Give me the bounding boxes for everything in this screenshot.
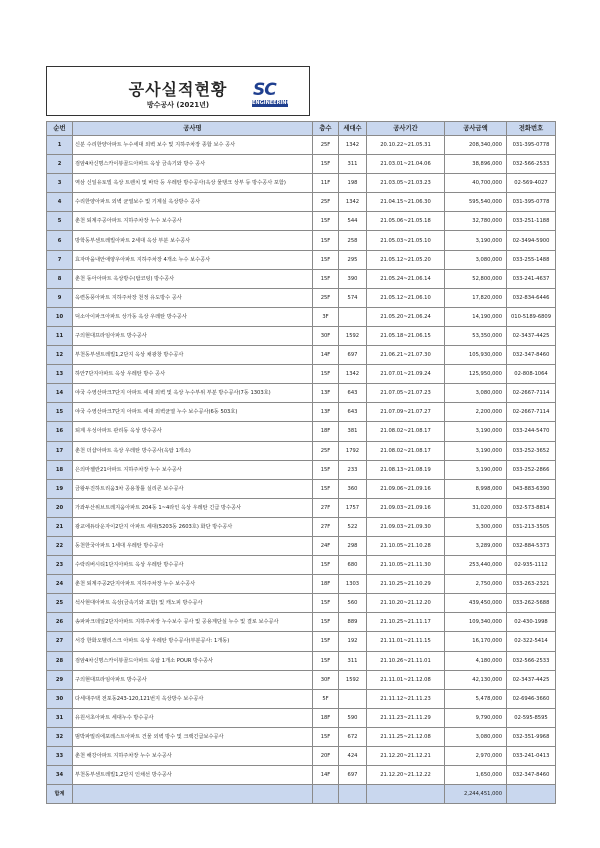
unit-count: 889 — [339, 613, 367, 632]
project-amount: 109,340,000 — [445, 613, 507, 632]
project-period: 21.09.03~21.09.30 — [367, 517, 445, 536]
project-period: 21.11.12~21.11.23 — [367, 689, 445, 708]
total-empty — [339, 785, 367, 804]
project-period: 21.06.21~21.07.30 — [367, 346, 445, 365]
project-amount: 40,700,000 — [445, 174, 507, 193]
table-row — [47, 460, 556, 479]
phone-number: 032-834-6446 — [507, 288, 556, 307]
row-number: 21 — [47, 517, 73, 536]
unit-count: 311 — [339, 651, 367, 670]
row-number: 29 — [47, 670, 73, 689]
table-row — [47, 136, 556, 155]
project-period: 21.04.15~21.06.30 — [367, 193, 445, 212]
row-number: 9 — [47, 288, 73, 307]
floor-count: 18F — [313, 422, 339, 441]
project-name: 검암4차신명스카이뷰골드아파트 옥탑 1개소 POUR 방수공사 — [73, 651, 313, 670]
row-number: 5 — [47, 212, 73, 231]
phone-number: 043-883-6390 — [507, 479, 556, 498]
col-header-no: 순번 — [47, 122, 73, 136]
project-amount: 125,950,000 — [445, 365, 507, 384]
phone-number: 032-566-2533 — [507, 155, 556, 174]
project-name: 덕소아이파크아파트 상가동 옥상 우레탄 방수공사 — [73, 307, 313, 326]
table-row — [47, 727, 556, 746]
project-period: 21.10.26~21.11.01 — [367, 651, 445, 670]
floor-count: 30F — [313, 670, 339, 689]
phone-number: 033-241-0413 — [507, 747, 556, 766]
phone-number: 031-395-0778 — [507, 136, 556, 155]
phone-number: 02-3494-5900 — [507, 231, 556, 250]
project-name: 춘천 해강아파트 지하주차장 누수 보수공사 — [73, 747, 313, 766]
row-number: 19 — [47, 479, 73, 498]
unit-count: 1342 — [339, 193, 367, 212]
table-row — [47, 269, 556, 288]
floor-count: 15F — [313, 613, 339, 632]
table-row — [47, 708, 556, 727]
row-number: 25 — [47, 594, 73, 613]
project-amount: 2,750,000 — [445, 575, 507, 594]
project-name: 가좌두산위브트레지움아파트 204동 1~4라인 옥상 우레탄 긴급 방수공사 — [73, 498, 313, 517]
total-row — [47, 785, 556, 804]
project-period: 21.09.03~21.09.16 — [367, 498, 445, 517]
project-period: 21.03.05~21.03.23 — [367, 174, 445, 193]
total-empty — [313, 785, 339, 804]
floor-count: 5F — [313, 689, 339, 708]
row-number: 22 — [47, 536, 73, 555]
floor-count: 13F — [313, 403, 339, 422]
project-name: 범박파밀리에포레스트아파트 건물 외벽 방수 및 크랙긴급보수공사 — [73, 727, 313, 746]
project-period: 21.11.01~21.11.15 — [367, 632, 445, 651]
project-period: 21.05.12~21.06.10 — [367, 288, 445, 307]
project-period: 20.10.22~21.05.31 — [367, 136, 445, 155]
page-title: 공사실적현황 — [128, 80, 228, 99]
floor-count: 30F — [313, 326, 339, 345]
project-amount: 5,478,000 — [445, 689, 507, 708]
row-number: 18 — [47, 460, 73, 479]
phone-number: 032-573-8814 — [507, 498, 556, 517]
row-number: 16 — [47, 422, 73, 441]
floor-count: 25F — [313, 193, 339, 212]
row-number: 31 — [47, 708, 73, 727]
unit-count: 672 — [339, 727, 367, 746]
unit-count: 574 — [339, 288, 367, 307]
project-amount: 17,820,000 — [445, 288, 507, 307]
project-period: 21.05.20~21.06.24 — [367, 307, 445, 326]
project-name: 다세대주택 전포동243-120,121번지 옥상방수 보수공사 — [73, 689, 313, 708]
row-number: 8 — [47, 269, 73, 288]
project-amount: 3,080,000 — [445, 384, 507, 403]
table-row — [47, 250, 556, 269]
project-period: 21.03.01~21.04.06 — [367, 155, 445, 174]
project-name: 은의마젤란21아파트 지하주차장 누수 보수공사 — [73, 460, 313, 479]
project-amount: 31,020,000 — [445, 498, 507, 517]
phone-number: 032-351-9968 — [507, 727, 556, 746]
project-amount: 2,970,000 — [445, 747, 507, 766]
table-row — [47, 613, 556, 632]
unit-count — [339, 689, 367, 708]
unit-count: 381 — [339, 422, 367, 441]
row-number: 27 — [47, 632, 73, 651]
table-row — [47, 441, 556, 460]
unit-count: 697 — [339, 346, 367, 365]
project-amount: 16,170,000 — [445, 632, 507, 651]
project-period: 21.12.20~21.12.22 — [367, 766, 445, 785]
row-number: 1 — [47, 136, 73, 155]
project-name: 야국 수영산파크7단지 아파트 세대 외벽 및 옥상 누수부위 부분 방수공사(7동 1303호) — [73, 384, 313, 403]
row-number: 17 — [47, 441, 73, 460]
floor-count: 24F — [313, 536, 339, 555]
floor-count: 27F — [313, 517, 339, 536]
unit-count: 311 — [339, 155, 367, 174]
unit-count: 295 — [339, 250, 367, 269]
floor-count: 11F — [313, 174, 339, 193]
project-name: 구의현대프라임아파트 방수공사 — [73, 670, 313, 689]
phone-number: 033-255-1488 — [507, 250, 556, 269]
project-name: 퇴계 우성아파트 관리동 옥상 방수공사 — [73, 422, 313, 441]
total-amount: 2,244,451,000 — [445, 785, 507, 804]
unit-count: 1592 — [339, 326, 367, 345]
table-row — [47, 517, 556, 536]
phone-number: 033-244-5470 — [507, 422, 556, 441]
phone-number: 02-430-1998 — [507, 613, 556, 632]
project-period: 21.08.02~21.08.17 — [367, 422, 445, 441]
project-amount: 3,300,000 — [445, 517, 507, 536]
project-amount: 32,780,000 — [445, 212, 507, 231]
project-name: 동천한국아파트 1세대 우레탄 방수공사 — [73, 536, 313, 555]
project-name: 방학동부센트레빌아파트 2세대 옥상 부분 보수공사 — [73, 231, 313, 250]
row-number: 24 — [47, 575, 73, 594]
project-period: 21.08.13~21.08.19 — [367, 460, 445, 479]
phone-number: 032-884-5373 — [507, 536, 556, 555]
unit-count: 1792 — [339, 441, 367, 460]
project-amount: 52,800,000 — [445, 269, 507, 288]
floor-count: 13F — [313, 384, 339, 403]
phone-number: 02-3437-4425 — [507, 670, 556, 689]
table-row — [47, 575, 556, 594]
phone-number: 033-251-1188 — [507, 212, 556, 231]
project-period: 21.07.01~21.09.24 — [367, 365, 445, 384]
project-name: 역삼 신일유토빌 옥상 트렌치 및 바닥 등 우레탄 방수공사(옥상 물탱크 상부 등 방수공사 포함) — [73, 174, 313, 193]
unit-count: 390 — [339, 269, 367, 288]
col-header-units: 세대수 — [339, 122, 367, 136]
project-period: 21.10.05~21.10.28 — [367, 536, 445, 555]
unit-count: 298 — [339, 536, 367, 555]
project-name: 야국 수영산파크7단지 아파트 세대 외벽균열 누수 보수공사(6동 503호) — [73, 403, 313, 422]
phone-number: 02-322-5414 — [507, 632, 556, 651]
project-name: 춘천 동아아파트 옥상방수(탑코팅) 방수공사 — [73, 269, 313, 288]
table-row — [47, 231, 556, 250]
project-name: 금왕두진하트리움3차 공용창틀 실리콘 보수공사 — [73, 479, 313, 498]
phone-number: 02-808-1064 — [507, 365, 556, 384]
table-row — [47, 384, 556, 403]
unit-count: 1342 — [339, 136, 367, 155]
table-row — [47, 212, 556, 231]
table-row — [47, 594, 556, 613]
floor-count: 14F — [313, 346, 339, 365]
unit-count: 643 — [339, 403, 367, 422]
floor-count: 15F — [313, 460, 339, 479]
table-row — [47, 498, 556, 517]
table-row — [47, 766, 556, 785]
col-header-floors: 층수 — [313, 122, 339, 136]
table-row — [47, 632, 556, 651]
project-amount: 38,896,000 — [445, 155, 507, 174]
floor-count: 27F — [313, 498, 339, 517]
col-header-amount: 공사금액 — [445, 122, 507, 136]
project-period: 21.10.25~21.11.17 — [367, 613, 445, 632]
unit-count: 424 — [339, 747, 367, 766]
row-number: 7 — [47, 250, 73, 269]
project-amount: 9,790,000 — [445, 708, 507, 727]
row-number: 15 — [47, 403, 73, 422]
project-name: 검암4차신명스카이뷰골드아파트 옥상 금속기와 방수 공사 — [73, 155, 313, 174]
project-name: 춘천 더샵아파트 옥상 우레탄 방수공사(옥탑 1개소) — [73, 441, 313, 460]
project-amount: 14,190,000 — [445, 307, 507, 326]
unit-count: 192 — [339, 632, 367, 651]
table-row — [47, 193, 556, 212]
floor-count: 15F — [313, 250, 339, 269]
floor-count: 15F — [313, 594, 339, 613]
project-period: 21.11.25~21.12.08 — [367, 727, 445, 746]
total-label: 합계 — [47, 785, 73, 804]
phone-number: 033-262-5688 — [507, 594, 556, 613]
floor-count: 25F — [313, 441, 339, 460]
project-period: 21.12.20~21.12.21 — [367, 747, 445, 766]
phone-number: 02-3437-4425 — [507, 326, 556, 345]
table-row — [47, 747, 556, 766]
row-number: 32 — [47, 727, 73, 746]
unit-count — [339, 307, 367, 326]
project-amount: 3,190,000 — [445, 460, 507, 479]
total-empty — [73, 785, 313, 804]
floor-count: 14F — [313, 766, 339, 785]
table-header-row — [47, 122, 556, 136]
table-row — [47, 307, 556, 326]
phone-number: 033-263-2321 — [507, 575, 556, 594]
unit-count: 233 — [339, 460, 367, 479]
project-name: 구의현대프라임아파트 방수공사 — [73, 326, 313, 345]
unit-count: 360 — [339, 479, 367, 498]
project-amount: 3,080,000 — [445, 727, 507, 746]
phone-number: 032-566-2533 — [507, 651, 556, 670]
project-name: 송파파크데일2단지아파트 지하주차장 누수보수 공사 및 공용계단실 누수 및 결로 보수공사 — [73, 613, 313, 632]
project-amount: 3,190,000 — [445, 231, 507, 250]
table-row — [47, 651, 556, 670]
phone-number: 010-5189-6809 — [507, 307, 556, 326]
project-amount: 8,998,000 — [445, 479, 507, 498]
row-number: 10 — [47, 307, 73, 326]
floor-count: 15F — [313, 269, 339, 288]
project-name: 하안7단지아파트 옥상 우레탄 방수 공사 — [73, 365, 313, 384]
row-number: 28 — [47, 651, 73, 670]
row-number: 3 — [47, 174, 73, 193]
floor-count: 15F — [313, 155, 339, 174]
unit-count: 258 — [339, 231, 367, 250]
unit-count: 590 — [339, 708, 367, 727]
project-amount: 3,190,000 — [445, 441, 507, 460]
project-period: 21.09.06~21.09.16 — [367, 479, 445, 498]
project-amount: 105,930,000 — [445, 346, 507, 365]
phone-number: 02-6946-3660 — [507, 689, 556, 708]
table-row — [47, 689, 556, 708]
project-period: 21.05.03~21.05.10 — [367, 231, 445, 250]
project-amount: 253,440,000 — [445, 556, 507, 575]
project-table — [46, 121, 556, 804]
project-amount: 2,200,000 — [445, 403, 507, 422]
phone-number: 033-241-4637 — [507, 269, 556, 288]
project-amount: 53,350,000 — [445, 326, 507, 345]
floor-count: 25F — [313, 288, 339, 307]
company-logo — [250, 80, 291, 110]
floor-count: 15F — [313, 632, 339, 651]
project-name: 서강 한화오벨리스크 아파트 옥상 우레탄 방수공사(부분공사: 1개동) — [73, 632, 313, 651]
phone-number: 02-569-4027 — [507, 174, 556, 193]
phone-number: 031-213-3505 — [507, 517, 556, 536]
phone-number: 032-347-8460 — [507, 766, 556, 785]
table-row — [47, 403, 556, 422]
table-row — [47, 174, 556, 193]
row-number: 33 — [47, 747, 73, 766]
phone-number: 02-595-8595 — [507, 708, 556, 727]
project-period: 21.05.12~21.05.20 — [367, 250, 445, 269]
floor-count: 15F — [313, 212, 339, 231]
col-header-name: 공사명 — [73, 122, 313, 136]
unit-count: 198 — [339, 174, 367, 193]
phone-number: 02-935-1112 — [507, 556, 556, 575]
project-period: 21.05.18~21.06.15 — [367, 326, 445, 345]
page-subtitle: 방수공사 (2021년) — [146, 101, 210, 109]
row-number: 26 — [47, 613, 73, 632]
project-amount: 1,650,000 — [445, 766, 507, 785]
row-number: 23 — [47, 556, 73, 575]
unit-count: 1592 — [339, 670, 367, 689]
project-name: 수리한양아파트 외벽 균열보수 및 기계실 옥상방수 공사 — [73, 193, 313, 212]
table-row — [47, 670, 556, 689]
row-number: 4 — [47, 193, 73, 212]
logo-subtext: ENGINEERING — [252, 100, 291, 106]
project-name: 유원서초아파트 세대누수 방수공사 — [73, 708, 313, 727]
project-name: 수락리버시티1단지아파트 옥상 우레탄 방수공사 — [73, 556, 313, 575]
project-period: 21.07.09~21.07.27 — [367, 403, 445, 422]
total-empty — [507, 785, 556, 804]
phone-number: 032-347-8460 — [507, 346, 556, 365]
table-row — [47, 288, 556, 307]
floor-count: 15F — [313, 556, 339, 575]
unit-count: 1303 — [339, 575, 367, 594]
floor-count: 15F — [313, 651, 339, 670]
project-period: 21.10.20~21.12.20 — [367, 594, 445, 613]
col-header-period: 공사기간 — [367, 122, 445, 136]
floor-count: 20F — [313, 747, 339, 766]
project-amount: 3,190,000 — [445, 422, 507, 441]
row-number: 30 — [47, 689, 73, 708]
project-name: 부천동부센트레빌1,2단지 옥상 채광창 방수공사 — [73, 346, 313, 365]
phone-number: 033-252-2866 — [507, 460, 556, 479]
project-period: 21.10.05~21.11.30 — [367, 556, 445, 575]
table-row — [47, 365, 556, 384]
project-name: 효자마을내안애양우아파트 지하주차장 4개소 누수 보수공사 — [73, 250, 313, 269]
row-number: 2 — [47, 155, 73, 174]
floor-count: 15F — [313, 727, 339, 746]
project-amount: 42,130,000 — [445, 670, 507, 689]
unit-count: 680 — [339, 556, 367, 575]
unit-count: 697 — [339, 766, 367, 785]
project-amount: 439,450,000 — [445, 594, 507, 613]
project-amount: 4,180,000 — [445, 651, 507, 670]
row-number: 14 — [47, 384, 73, 403]
floor-count: 15F — [313, 231, 339, 250]
project-period: 21.05.06~21.05.18 — [367, 212, 445, 231]
col-header-phone: 전화번호 — [507, 122, 556, 136]
phone-number: 02-2667-7114 — [507, 384, 556, 403]
row-number: 13 — [47, 365, 73, 384]
project-amount: 208,340,000 — [445, 136, 507, 155]
unit-count: 560 — [339, 594, 367, 613]
project-period: 21.07.05~21.07.23 — [367, 384, 445, 403]
floor-count: 15F — [313, 365, 339, 384]
project-name: 부천동부센트레빌1,2단지 인채선 방수공사 — [73, 766, 313, 785]
project-period: 21.05.24~21.06.14 — [367, 269, 445, 288]
project-name: 광교에듀타운자이2단지 아파트 세대(5203동 2603호) 화단 방수공사 — [73, 517, 313, 536]
floor-count: 18F — [313, 575, 339, 594]
table-row — [47, 326, 556, 345]
project-name: 옥련동풍아파트 지하주차장 천정 유도방수 공사 — [73, 288, 313, 307]
table-row — [47, 556, 556, 575]
table-row — [47, 479, 556, 498]
floor-count: 15F — [313, 479, 339, 498]
phone-number: 033-252-3652 — [507, 441, 556, 460]
table-row — [47, 536, 556, 555]
project-name: 춘천 퇴계주공아파트 지하주차장 누수 보수공사 — [73, 212, 313, 231]
total-empty — [367, 785, 445, 804]
floor-count: 18F — [313, 708, 339, 727]
logo-mark: SC — [253, 80, 276, 100]
unit-count: 643 — [339, 384, 367, 403]
table-row — [47, 422, 556, 441]
unit-count: 544 — [339, 212, 367, 231]
row-number: 34 — [47, 766, 73, 785]
unit-count: 1342 — [339, 365, 367, 384]
floor-count: 25F — [313, 136, 339, 155]
row-number: 6 — [47, 231, 73, 250]
project-period: 21.11.23~21.11.29 — [367, 708, 445, 727]
table-row — [47, 346, 556, 365]
project-name: 석사현대아파트 옥상(금속기와 포함) 및 캐노피 방수공사 — [73, 594, 313, 613]
row-number: 12 — [47, 346, 73, 365]
floor-count: 3F — [313, 307, 339, 326]
row-number: 11 — [47, 326, 73, 345]
project-period: 21.11.01~21.12.08 — [367, 670, 445, 689]
project-amount: 3,080,000 — [445, 250, 507, 269]
project-period: 21.10.25~21.10.29 — [367, 575, 445, 594]
table-row — [47, 155, 556, 174]
row-number: 20 — [47, 498, 73, 517]
unit-count: 522 — [339, 517, 367, 536]
project-name: 춘천 퇴계주공2단지아파트 지하주차장 누수 보수공사 — [73, 575, 313, 594]
phone-number: 031-395-0778 — [507, 193, 556, 212]
unit-count: 1757 — [339, 498, 367, 517]
project-name: 신분 수리한양아파트 누수세대 외벽 보수 및 지하주차장 종합 보수 공사 — [73, 136, 313, 155]
project-amount: 3,289,000 — [445, 536, 507, 555]
phone-number: 02-2667-7114 — [507, 403, 556, 422]
project-period: 21.08.02~21.08.17 — [367, 441, 445, 460]
project-amount: 595,540,000 — [445, 193, 507, 212]
